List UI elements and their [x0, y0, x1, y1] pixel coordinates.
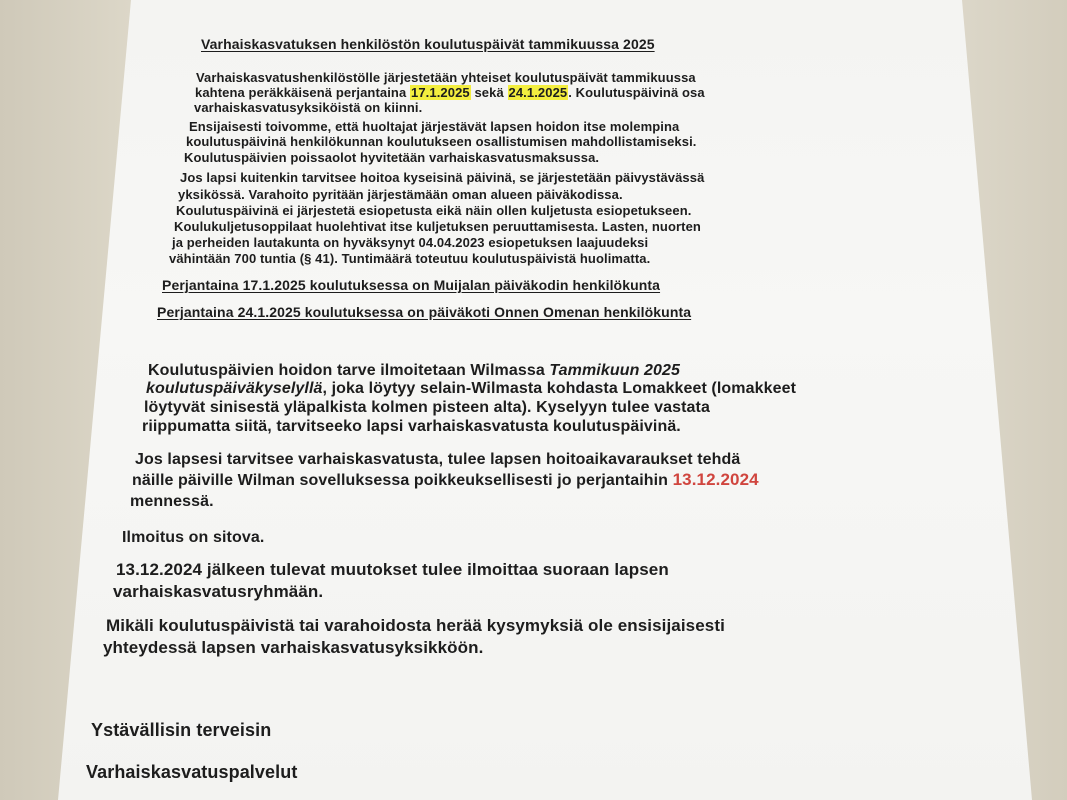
binding-notice: Ilmoitus on sitova.	[122, 529, 265, 546]
paragraph-2-line-1: Ensijaisesti toivomme, että huoltajat järjestävät lapsen hoidon itse molempina	[189, 119, 680, 134]
training-date-2-highlight: 24.1.2025	[508, 85, 568, 100]
paragraph-3-line-6: vähintään 700 tuntia (§ 41). Tuntimäärä toteutuu koulutuspäivistä huolimatta.	[169, 251, 651, 266]
paragraph-1-line-3: varhaiskasvatusyksiköistä on kiinni.	[194, 100, 423, 115]
paragraph-2-line-2: koulutuspäivinä henkilökunnan koulutukseen osallistumisen mahdollistamiseksi.	[186, 134, 697, 149]
document-title: Varhaiskasvatuksen henkilöstön koulutuspäivät tammikuussa 2025	[201, 36, 655, 52]
signature: Varhaiskasvatuspalvelut	[86, 762, 298, 782]
paragraph-8-line-1: Mikäli koulutuspäivistä tai varahoidosta herää kysymyksiä ole ensisijaisesti	[106, 616, 725, 635]
paragraph-3-line-3: Koulutuspäivinä ei järjestetä esiopetusta eikä näin ollen kuljetusta esiopetukseen.	[176, 203, 692, 218]
greeting: Ystävällisin terveisin	[91, 720, 272, 740]
paragraph-5-line-1: Jos lapsesi tarvitsee varhaiskasvatusta, tulee lapsen hoitoaikavaraukset tehdä	[135, 451, 741, 468]
paragraph-3-line-1: Jos lapsi kuitenkin tarvitsee hoitoa kyseisinä päivinä, se järjestetään päivystävässä	[180, 170, 705, 185]
friday-notice-2: Perjantaina 24.1.2025 koulutuksessa on päiväkoti Onnen Omenan henkilökunta	[157, 304, 692, 320]
paragraph-4-line-1: Koulutuspäivien hoidon tarve ilmoitetaan Wilmassa Tammikuun 2025	[148, 362, 681, 379]
paragraph-8-line-2: yhteydessä lapsen varhaiskasvatusyksikköön.	[103, 638, 484, 657]
deadline-date: 13.12.2024	[672, 470, 759, 489]
paragraph-4-line-3: löytyvät sinisestä yläpalkista kolmen pisteen alta). Kyselyyn tulee vastata	[144, 399, 710, 416]
paragraph-3-line-2: yksikössä. Varahoito pyritään järjestämään oman alueen päiväkodissa.	[178, 187, 623, 202]
paragraph-3-line-5: ja perheiden lautakunta on hyväksynyt 04.04.2023 esiopetuksen laajuudeksi	[172, 235, 649, 250]
paragraph-5-line-2: näille päiville Wilman sovelluksessa poikkeuksellisesti jo perjantaihin 13.12.2024	[132, 470, 759, 489]
paragraph-1-line-1: Varhaiskasvatushenkilöstölle järjestetään yhteiset koulutuspäivät tammikuussa	[196, 70, 696, 85]
paragraph-5-line-3: mennessä.	[130, 493, 214, 510]
friday-notice-1: Perjantaina 17.1.2025 koulutuksessa on Muijalan päiväkodin henkilökunta	[162, 277, 661, 293]
paragraph-7-line-1: 13.12.2024 jälkeen tulevat muutokset tulee ilmoittaa suoraan lapsen	[116, 560, 669, 579]
paragraph-4-line-2: koulutuspäiväkyselyllä, joka löytyy selain-Wilmasta kohdasta Lomakkeet (lomakkeet	[146, 380, 797, 397]
paragraph-1-line-2: kahtena peräkkäisenä perjantaina 17.1.2025 sekä 24.1.2025. Koulutuspäivinä osa	[195, 85, 705, 100]
paragraph-2-line-3: Koulutuspäivien poissaolot hyvitetään varhaiskasvatusmaksussa.	[184, 150, 600, 165]
paragraph-7-line-2: varhaiskasvatusryhmään.	[113, 582, 324, 601]
training-date-1-highlight: 17.1.2025	[411, 85, 470, 100]
paragraph-3-line-4: Koulukuljetusoppilaat huolehtivat itse kuljetuksen peruuttamisesta. Lasten, nuorten	[174, 219, 701, 234]
paragraph-4-line-4: riippumatta siitä, tarvitseeko lapsi varhaiskasvatusta koulutuspäivinä.	[142, 418, 681, 435]
